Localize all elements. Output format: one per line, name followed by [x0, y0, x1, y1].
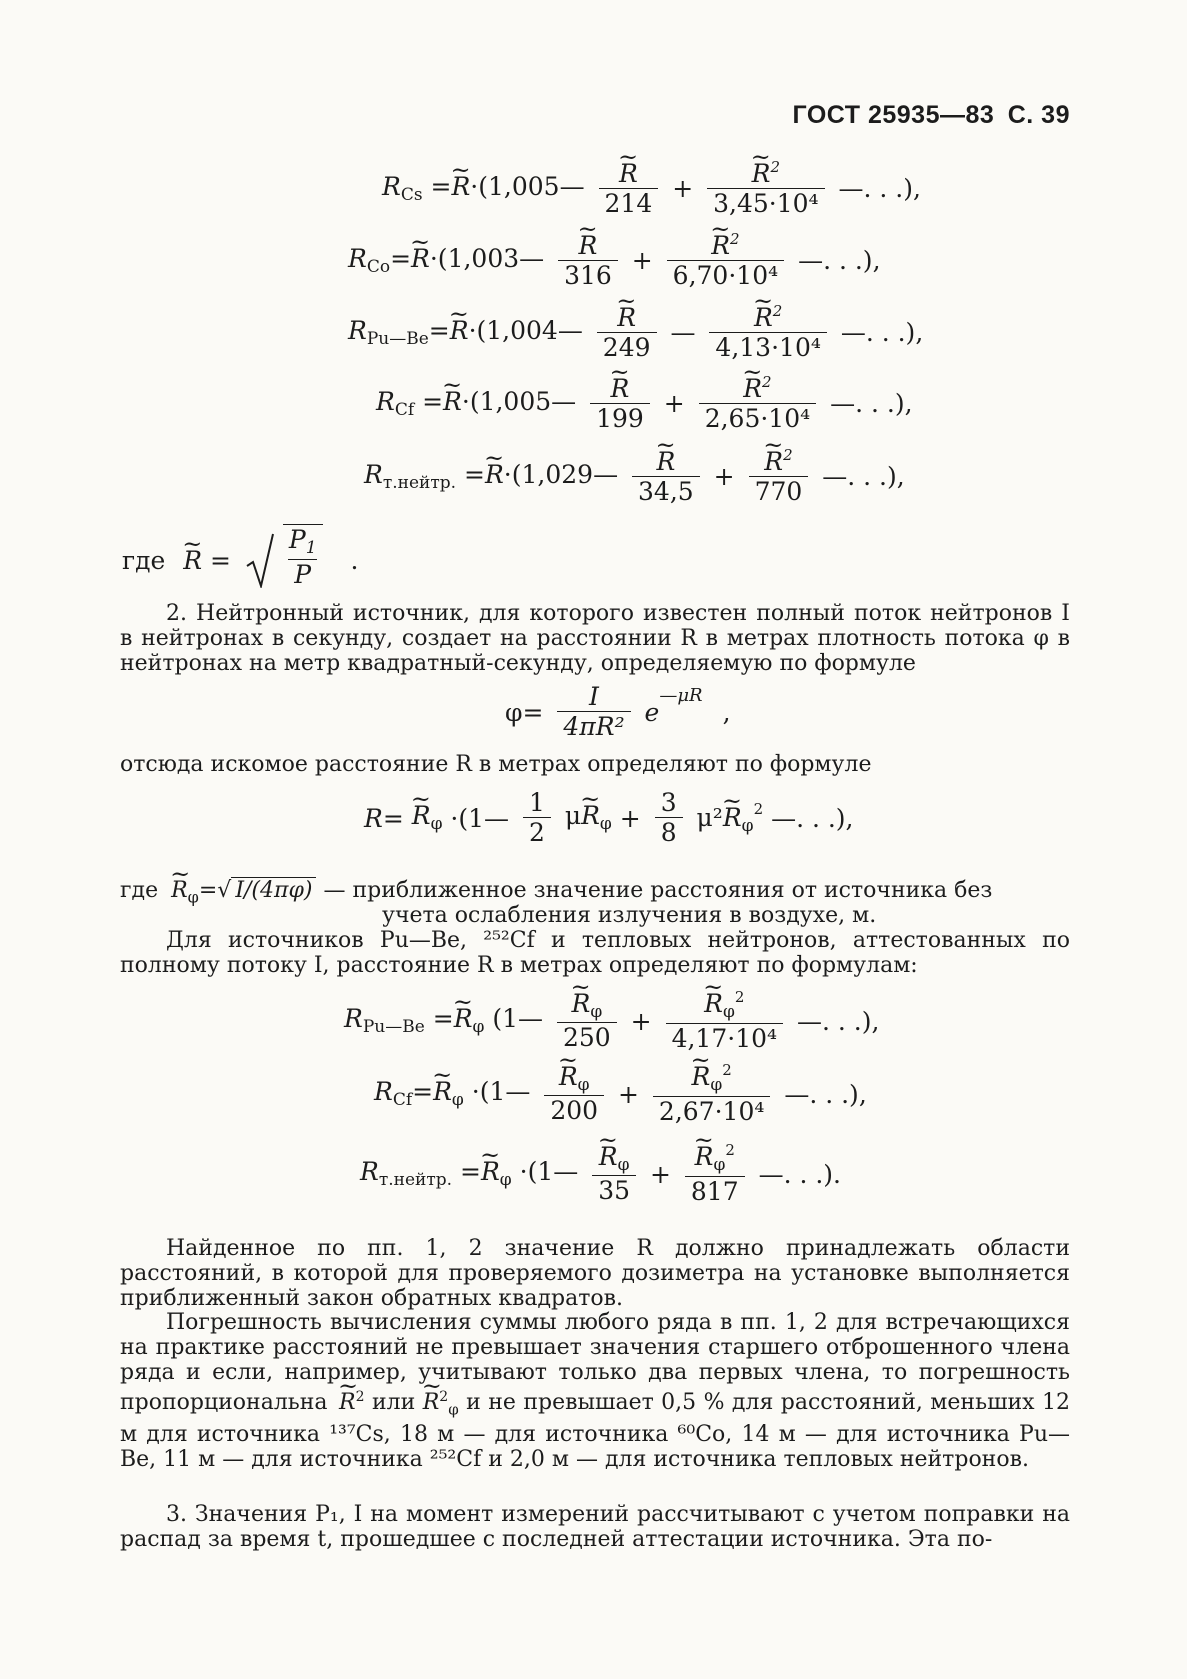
where-r-tilde: где ~ R = $\frac{P_1}{P}$ .: [122, 528, 358, 592]
formula-r-phi: R= ~ $R_\varphi$ ·(1— $\frac{1}{2}$ μ~ $R_\varphi$ + $\frac{3}{8}$ μ²~ $R_\varphi^2$ —. . .),: [364, 790, 854, 847]
page-header: [793, 101, 1070, 130]
paragraph-3: отсюда искомое расстояние R в метрах определяют по формуле: [120, 752, 872, 777]
paragraph-2: 2. Нейтронный источник, для которого известен полный поток нейтронов I в нейтронах в секунду, создает на расстоянии R в метрах плотность потока φ в нейтронах на метр квадратный-секунду, определяемую по формуле: [120, 601, 1070, 676]
formula-r-thermal-phi: $R_{т.нейтр.}$ =~ $R_\varphi$ ·(1— ~ $\frac{R_\varphi}{35}$ + ~ $\frac{R_\varphi^2}{817}$ —. . .).: [360, 1143, 841, 1205]
sqrt-sign: [245, 532, 275, 588]
paragraph-5: Найденное по пп. 1, 2 значение R должно принадлежать области расстояний, в которой для проверяемого дозиметра на установке выполняется приближенный закон обратных квадратов.: [120, 1236, 1070, 1311]
formula-r-pube: $R_{Pu—Be}=\sim$ R·(1,004— ~ $\frac{R}{249}$ — ~ $\frac{R^2}{\text{4,13·10⁴}}$ —. . .),: [348, 304, 923, 362]
formula-r-cs: $R_{Cs}$ =~ R·(1,005— ~ $\frac{R}{214}$ + ~ $\frac{R^2}{\text{3,45·10⁴}}$ —. . .),: [382, 160, 921, 218]
paragraph-4: Для источников Pu—Be, ²⁵²Cf и тепловых нейтронов, аттестованных по полному потоку I, расстояние R в метрах определяют по формулам:: [120, 928, 1070, 978]
paragraph-7: 3. Значения P₁, I на момент измерений рассчитывают с учетом поправки на распад за время t, прошедшее с последней аттестации источника. Эта по-: [120, 1502, 1070, 1552]
paragraph-6: Погрешность вычисления суммы любого ряда в пп. 1, 2 для встречающихся на практике расстояний не превышает значения старшего отброшенного члена ряда и если, например, учитывают только два первых члена, то погрешность пропорциональна ~ $R^2$ или ~ $R^2_\varphi$ и не превышает 0,5 % для расстояний, меньших 12 м для источника ¹³⁷Cs, 18 м — для источника ⁶⁰Co, 14 м — для источника Pu—Be, 11 м — для источника ²⁵²Cf и 2,0 м — для источника тепловых нейтронов.: [120, 1310, 1070, 1472]
formula-r-cf: $R_{Cf}$ =~ R·(1,005— ~ $\frac{R}{199}$ + ~ $\frac{R^2}{\text{2,65·10⁴}}$ —. . .),: [376, 375, 913, 433]
formula-r-pube-phi: $R_{Pu—Be}$ =~ $R_\varphi$ (1— ~ $\frac{R_\varphi}{250}$ + ~ $\frac{R_\varphi^2}{\text{4,17·10⁴}}$ —. . .),: [344, 990, 879, 1052]
formula-r-cf-phi: $R_{Cf}=\sim$ $R_\varphi$ ·(1— ~ $\frac{R_\varphi}{200}$ + ~ $\frac{R_\varphi^2}{\text{2,67·10⁴}}$ —. . .),: [374, 1063, 867, 1125]
where-r-phi-cont: учета ослабления излучения в воздухе, м.: [382, 903, 877, 928]
formula-r-thermal: $R_{т.нейтр.}$ =~ R·(1,029— ~ $\frac{R}{34,5}$ + ~ $\frac{R^2}{770}$ —. . .),: [364, 448, 905, 506]
standard-number: ГОСТ 25935—83: [792, 101, 995, 129]
formula-r-co: $R_{Co}=\sim$ R·(1,003— ~ $\frac{R}{316}$ + ~ $\frac{R^2}{\text{6,70·10⁴}}$ —. . .),: [348, 232, 881, 290]
where-r-phi: где ~ $R_\varphi=√$ I/(4πφ) — приближенное значение расстояния от источника без: [120, 878, 1070, 909]
formula-phi: φ= $\frac{I}{\text{4πR²}}$ $e^{—\mu R}$ ,: [505, 682, 731, 742]
page-number: С. 39: [1007, 101, 1070, 129]
